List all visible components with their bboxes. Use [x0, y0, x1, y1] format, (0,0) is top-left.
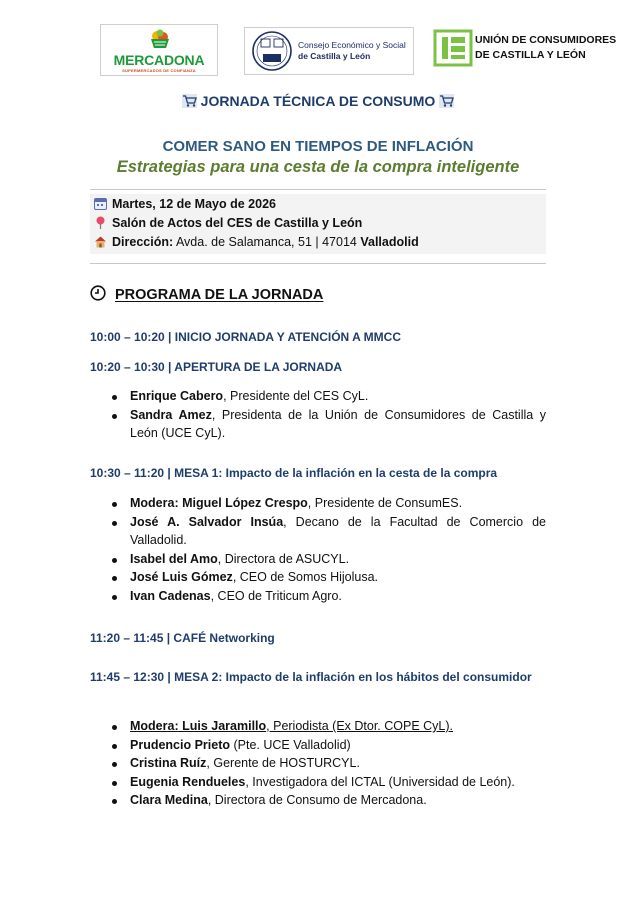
event-date: [94, 197, 276, 211]
speaker-role: , CEO de Triticum Agro.: [210, 588, 342, 603]
speaker-role: , Directora de Consumo de Mercadona.: [207, 793, 427, 807]
session-mesa-1: 10:30 – 11:20 | MESA 1: Impacto de la inflación en la cesta de la compra: [90, 466, 498, 480]
session-apertura: 10:20 – 10:30 | APERTURA DE LA JORNADA: [90, 360, 343, 374]
event-venue: [94, 216, 362, 230]
mesa-2-speakers: [110, 717, 546, 810]
speaker-name: Isabel del Amo: [130, 551, 218, 566]
uce-name: [475, 33, 616, 63]
speaker-role: , Decano de la Facultad de Comercio de Valladolid.: [130, 514, 546, 547]
speaker-name: Modera: Miguel López Crespo: [130, 496, 308, 510]
ces-seal-icon: [251, 30, 293, 72]
fruit-basket-icon: [149, 28, 171, 50]
speaker-role: , Investigadora del ICTAL (Universidad de León).: [245, 774, 515, 789]
event-date-text: Martes, 12 de Mayo de 2026: [112, 197, 276, 211]
list-item: [110, 773, 546, 792]
speaker-role: , Gerente de HOSTURCYL.: [206, 756, 360, 770]
list-item: [110, 406, 546, 443]
apertura-speakers: [110, 387, 546, 443]
programa-heading: [90, 285, 323, 303]
session-cafe: 11:20 – 11:45 | CAFÉ Networking: [90, 631, 275, 645]
list-item: [110, 736, 546, 755]
house-icon: [94, 235, 107, 248]
divider-bottom: [90, 263, 546, 264]
location-pin-icon: [94, 216, 107, 229]
session-mesa-2: 11:45 – 12:30 | MESA 2: Impacto de la inflación en los hábitos del consumidor: [90, 670, 532, 684]
list-item: [110, 494, 546, 513]
programa-heading-text: PROGRAMA DE LA JORNADA: [115, 287, 324, 303]
event-subtitle: Estrategias para una cesta de la compra inteligente: [116, 158, 520, 176]
speaker-role: (Pte. UCE Valladolid): [230, 737, 351, 752]
speaker-role: , Directora de ASUCYL.: [217, 551, 350, 566]
speaker-name: Sandra Amez: [130, 407, 212, 422]
list-item: [110, 717, 546, 736]
divider-top: [90, 189, 546, 190]
speaker-name: Ivan Cadenas: [130, 588, 211, 603]
speaker-name: Prudencio Prieto: [130, 737, 231, 752]
calendar-icon: [94, 197, 107, 210]
list-item: [110, 791, 546, 810]
list-item: [110, 568, 546, 587]
speaker-role: , CEO de Somos Hijolusa.: [232, 570, 379, 584]
list-item: [110, 587, 546, 606]
list-item: [110, 387, 546, 406]
speaker-role: , Presidente de ConsumES.: [307, 496, 463, 510]
speaker-role: , Presidente del CES CyL.: [223, 389, 369, 403]
event-venue-text: Salón de Actos del CES de Castilla y León: [112, 216, 363, 230]
speaker-name: José Luis Gómez: [130, 570, 233, 584]
clock-icon: [90, 285, 106, 301]
session-inicio: 10:00 – 10:20 | INICIO JORNADA Y ATENCIÓN A MMCC: [90, 330, 401, 344]
speaker-role: , Presidenta de la Unión de Consumidores de Castilla y León (UCE CyL).: [130, 407, 547, 440]
uce-line-1: UNIÓN DE CONSUMIDORES: [475, 34, 617, 46]
uce-logo-icon: [433, 29, 473, 67]
mesa-1-speakers: [110, 494, 546, 605]
shopping-cart-icon: [439, 94, 454, 108]
jornada-heading: [0, 93, 636, 109]
ces-name: [298, 40, 406, 62]
mercadona-logo: [100, 24, 218, 76]
mercadona-tagline: SUPERMERCADOS DE CONFIANZA: [122, 68, 196, 73]
shopping-cart-icon: [182, 94, 197, 108]
list-item: [110, 513, 546, 550]
speaker-name: Clara Medina: [130, 793, 208, 807]
address-label: Dirección:: [112, 235, 174, 249]
event-info-box: [90, 194, 546, 254]
jornada-label: JORNADA TÉCNICA DE CONSUMO: [200, 93, 436, 109]
list-item: [110, 754, 546, 773]
ces-line-1: Consejo Económico y Social: [298, 40, 406, 50]
speaker-name: Eugenia Rendueles: [130, 774, 246, 789]
address-text: Avda. de Salamanca, 51 | 47014: [175, 235, 357, 249]
speaker-name: Enrique Cabero: [130, 389, 224, 403]
logo-row: [0, 20, 636, 80]
uce-line-2: DE CASTILLA Y LEÓN: [475, 49, 586, 61]
speaker-name: Cristina Ruíz: [130, 756, 207, 770]
speaker-role: , Periodista (Ex Dtor. COPE CyL).: [266, 719, 454, 733]
address-city: Valladolid: [360, 235, 419, 249]
event-address: [94, 235, 419, 249]
ces-logo: [244, 27, 414, 75]
event-title: COMER SANO EN TIEMPOS DE INFLACIÓN: [162, 138, 474, 155]
ces-line-2: de Castilla y León: [298, 51, 371, 61]
speaker-name: Modera: Luis Jaramillo: [130, 719, 267, 733]
speaker-name: José A. Salvador Insúa: [130, 514, 284, 529]
mercadona-name: MERCADONA: [113, 52, 205, 68]
list-item: [110, 550, 546, 569]
